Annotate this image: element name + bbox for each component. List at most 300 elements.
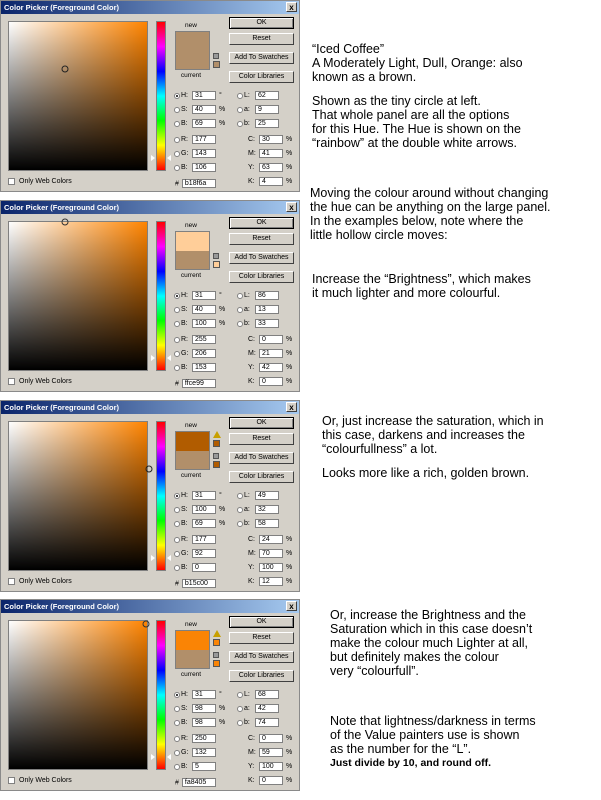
field-label: b: [244,520,250,528]
field-unit: % [286,364,293,372]
field-unit: % [219,120,226,128]
field-label: B: [181,320,188,328]
radio-icon[interactable] [237,93,243,99]
note-line: Saturation which in this case doesn’t [330,622,533,636]
field-input[interactable]: 42 [259,363,283,372]
hex-field-row [175,179,216,189]
field-label: K: [248,178,255,186]
color-field[interactable] [8,620,148,770]
only-web-colors-label: Only Web Colors [19,378,72,385]
field-input[interactable]: 31 [192,91,216,100]
field-row [237,291,279,301]
hue-arrow-right-icon[interactable] [167,754,171,760]
only-web-colors-row[interactable] [8,776,72,785]
note-line: A Moderately Light, Dull, Orange: also [312,56,523,70]
current-color-swatch[interactable] [175,51,210,70]
close-icon[interactable]: x [286,402,297,412]
field-label: C: [248,735,255,743]
field-label: K: [248,578,255,586]
field-input[interactable]: 74 [255,718,279,727]
web-color-swatch[interactable] [213,261,220,268]
new-color-swatch [175,630,210,650]
ok-button[interactable]: OK [229,616,294,628]
color-picker-dialog [0,599,300,791]
current-color-swatch[interactable] [175,650,210,669]
note-line: “Iced Coffee” [312,42,385,56]
ok-button[interactable]: OK [229,17,294,29]
field-input[interactable]: 177 [192,135,216,144]
field-input[interactable]: 255 [192,335,216,344]
new-label: new [185,222,197,229]
note-line: this case, darkens and increases the [322,428,525,442]
cube-icon[interactable] [213,453,219,459]
field-label: H: [181,691,188,699]
cube-icon[interactable] [213,652,219,658]
field-label: a: [244,506,250,514]
radio-icon[interactable] [174,692,180,698]
field-unit: % [286,550,293,558]
add-to-swatches-button[interactable]: Add To Swatches [229,52,294,64]
new-color-swatch [175,431,210,451]
field-row [248,335,292,345]
hex-input[interactable]: b15c00 [182,579,216,588]
color-marker[interactable] [146,465,153,472]
field-input[interactable]: 41 [259,149,283,158]
field-unit: % [286,735,293,743]
field-label: B: [181,719,188,727]
field-row [174,291,222,301]
only-web-colors-row[interactable] [8,577,72,586]
dialog-title: Color Picker (Foreground Color) [4,403,120,412]
field-input[interactable]: 100 [192,505,216,514]
field-input[interactable]: 106 [192,163,216,172]
field-row [174,135,216,145]
field-input[interactable]: 24 [259,535,283,544]
field-row [174,704,225,714]
field-unit: % [286,350,293,358]
radio-icon[interactable] [174,365,180,371]
current-label: current [180,472,202,479]
radio-icon[interactable] [174,537,180,543]
close-icon[interactable]: x [286,601,297,611]
field-input[interactable]: 9 [255,105,279,114]
field-unit: % [219,320,226,328]
field-label: M: [248,350,256,358]
field-label: Y: [248,164,255,172]
checkbox-icon[interactable] [8,178,15,185]
field-input[interactable]: 31 [192,291,216,300]
note-line: the hue can be anything on the large panel. [310,200,551,214]
field-label: a: [244,106,250,114]
field-input[interactable]: 5 [192,762,216,771]
radio-icon[interactable] [237,307,243,313]
note-line: Moving the colour around without changing [310,186,549,200]
radio-icon[interactable] [174,337,180,343]
field-label: B: [181,564,188,572]
field-row [248,549,292,559]
field-unit: ° [219,492,222,500]
field-label: S: [181,106,188,114]
field-input[interactable]: 92 [192,549,216,558]
field-label: C: [248,136,255,144]
current-color-swatch[interactable] [175,451,210,470]
field-row [237,491,279,501]
field-input[interactable]: 4 [259,177,283,186]
field-row [174,549,216,559]
field-input[interactable]: 40 [192,105,216,114]
title-bar[interactable] [1,201,299,214]
field-unit: % [286,777,293,785]
note-iced-coffee [312,42,523,150]
note-line: That whole panel are all the options [312,108,510,122]
field-input[interactable]: 143 [192,149,216,158]
field-input[interactable]: 98 [192,704,216,713]
add-to-swatches-button[interactable]: Add To Swatches [229,651,294,663]
field-row [237,319,279,329]
field-label: B: [181,520,188,528]
field-input[interactable]: 100 [259,762,283,771]
field-row [248,377,292,387]
field-label: L: [244,292,250,300]
web-color-swatch[interactable] [213,61,220,68]
hue-arrow-left-icon[interactable] [151,754,155,760]
field-input[interactable]: 12 [259,577,283,586]
color-picker-dialog [0,0,300,192]
field-label: L: [244,92,250,100]
field-input[interactable]: 31 [192,491,216,500]
close-icon[interactable]: x [286,2,297,12]
radio-icon[interactable] [174,706,180,712]
hue-arrow-left-icon[interactable] [151,155,155,161]
radio-icon[interactable] [174,93,180,99]
field-label: a: [244,705,250,713]
checkbox-icon[interactable] [8,378,15,385]
field-unit: % [219,306,226,314]
color-marker[interactable] [143,621,150,628]
field-unit: % [286,749,293,757]
radio-icon[interactable] [237,321,243,327]
radio-icon[interactable] [174,121,180,127]
hex-input[interactable]: fa8405 [182,778,216,787]
new-color-swatch [175,31,210,51]
radio-icon[interactable] [174,750,180,756]
hex-input[interactable]: ffce99 [182,379,216,388]
hue-slider[interactable] [156,221,166,371]
field-row [174,519,225,529]
radio-icon[interactable] [174,321,180,327]
note-line: Note that lightness/darkness in terms [330,714,536,728]
reset-button[interactable]: Reset [229,632,294,644]
note-saturation [322,414,544,480]
field-unit: % [286,150,293,158]
field-row [248,135,292,145]
radio-icon[interactable] [174,151,180,157]
field-label: M: [248,749,256,757]
field-label: K: [248,777,255,785]
field-row [237,105,279,115]
radio-icon[interactable] [237,507,243,513]
field-row [174,535,216,545]
field-input[interactable]: 62 [255,91,279,100]
radio-icon[interactable] [174,351,180,357]
title-bar[interactable] [1,1,299,14]
ok-button[interactable]: OK [229,217,294,229]
field-label: H: [181,292,188,300]
radio-icon[interactable] [174,736,180,742]
field-label: b: [244,320,250,328]
radio-icon[interactable] [174,507,180,513]
new-color-swatch [175,231,210,251]
field-row [174,734,216,744]
field-input[interactable]: 0 [259,734,283,743]
field-input[interactable]: 49 [255,491,279,500]
radio-icon[interactable] [237,521,243,527]
field-row [248,748,292,758]
field-unit: % [219,719,226,727]
new-label: new [185,22,197,29]
field-input[interactable]: 59 [259,748,283,757]
note-line: very “colourfull”. [330,664,419,678]
hex-prefix: # [175,580,179,588]
field-row [248,163,292,173]
field-unit: % [219,705,226,713]
hex-prefix: # [175,180,179,188]
web-color-swatch[interactable] [213,660,220,667]
field-unit: ° [219,92,222,100]
radio-icon[interactable] [174,493,180,499]
field-label: S: [181,705,188,713]
radio-icon[interactable] [237,293,243,299]
field-row [174,119,225,129]
field-input[interactable]: 69 [192,519,216,528]
dialog-title: Color Picker (Foreground Color) [4,3,120,12]
field-row [174,563,216,573]
close-icon[interactable]: x [286,202,297,212]
field-label: b: [244,120,250,128]
radio-icon[interactable] [174,165,180,171]
radio-icon[interactable] [174,521,180,527]
ok-button[interactable]: OK [229,417,294,429]
field-input[interactable]: 0 [192,563,216,572]
note-both [330,608,532,678]
radio-icon[interactable] [174,293,180,299]
radio-icon[interactable] [237,706,243,712]
current-color-swatch[interactable] [175,251,210,270]
note-brightness [312,272,531,300]
field-row [237,119,279,129]
only-web-colors-label: Only Web Colors [19,777,72,784]
web-color-swatch[interactable] [213,461,220,468]
note-line: Or, just increase the saturation, which in [322,414,544,428]
add-to-swatches-button[interactable]: Add To Swatches [229,252,294,264]
field-label: G: [181,150,189,158]
field-label: C: [248,536,255,544]
color-marker[interactable] [62,219,69,226]
radio-icon[interactable] [174,764,180,770]
note-line: for this Hue. The Hue is shown on the [312,122,521,136]
warning-icon[interactable] [213,431,221,438]
field-label: C: [248,336,255,344]
field-label: L: [244,691,250,699]
hue-slider[interactable] [156,620,166,770]
radio-icon[interactable] [237,121,243,127]
field-input[interactable]: 0 [259,335,283,344]
color-field[interactable] [8,421,148,571]
only-web-colors-label: Only Web Colors [19,578,72,585]
radio-icon[interactable] [174,551,180,557]
color-marker[interactable] [62,65,69,72]
field-input[interactable]: 0 [259,776,283,785]
hue-arrow-left-icon[interactable] [151,355,155,361]
hex-field-row [175,579,216,589]
field-unit: % [286,178,293,186]
field-row [237,91,279,101]
field-input[interactable]: 31 [192,690,216,699]
field-row [248,349,292,359]
radio-icon[interactable] [237,692,243,698]
radio-icon[interactable] [237,720,243,726]
cube-icon[interactable] [213,253,219,259]
color-picker-dialog [0,200,300,392]
hue-arrow-right-icon[interactable] [167,555,171,561]
field-input[interactable]: 70 [259,549,283,558]
field-input[interactable]: 30 [259,135,283,144]
field-row [174,163,216,173]
field-row [174,748,216,758]
dialog-title: Color Picker (Foreground Color) [4,203,120,212]
field-label: B: [181,364,188,372]
note-line: of the Value painters use is shown [330,728,520,742]
field-input[interactable]: 13 [255,305,279,314]
color-libraries-button[interactable]: Color Libraries [229,670,294,682]
field-input[interactable]: 132 [192,748,216,757]
note-line: In the examples below, note where the [310,214,524,228]
hue-arrow-left-icon[interactable] [151,555,155,561]
note-line: Or, increase the Brightness and the [330,608,526,622]
current-label: current [180,72,202,79]
add-to-swatches-button[interactable]: Add To Swatches [229,452,294,464]
field-row [248,363,292,373]
field-input[interactable]: 58 [255,519,279,528]
field-unit: % [286,164,293,172]
field-input[interactable]: 32 [255,505,279,514]
field-input[interactable]: 153 [192,363,216,372]
color-libraries-button[interactable]: Color Libraries [229,471,294,483]
field-input[interactable]: 21 [259,349,283,358]
field-input[interactable]: 206 [192,349,216,358]
field-label: R: [181,536,188,544]
hue-arrow-right-icon[interactable] [167,355,171,361]
field-input[interactable]: 177 [192,535,216,544]
hue-arrow-right-icon[interactable] [167,155,171,161]
radio-icon[interactable] [237,493,243,499]
note-line: but definitely makes the colour [330,650,499,664]
field-row [174,149,216,159]
reset-button[interactable]: Reset [229,33,294,45]
color-libraries-button[interactable]: Color Libraries [229,71,294,83]
field-row [237,704,279,714]
field-row [237,690,279,700]
field-label: b: [244,719,250,727]
only-web-colors-row[interactable] [8,177,72,186]
field-input[interactable]: 68 [255,690,279,699]
field-input[interactable]: 63 [259,163,283,172]
note-line: Looks more like a rich, golden brown. [322,466,530,480]
field-unit: % [286,136,293,144]
current-label: current [180,272,202,279]
field-row [174,335,216,345]
field-unit: % [219,520,226,528]
field-input[interactable]: 98 [192,718,216,727]
reset-button[interactable]: Reset [229,433,294,445]
field-input[interactable]: 33 [255,319,279,328]
color-field[interactable] [8,221,148,371]
dialog-title: Color Picker (Foreground Color) [4,602,120,611]
field-label: Y: [248,364,255,372]
radio-icon[interactable] [174,720,180,726]
field-label: H: [181,492,188,500]
radio-icon[interactable] [174,565,180,571]
field-unit: % [219,506,226,514]
warning-icon[interactable] [213,630,221,637]
cube-icon[interactable] [213,53,219,59]
field-label: M: [248,550,256,558]
note-line: Just divide by 10, and round off. [330,757,492,769]
color-field[interactable] [8,21,148,171]
field-input[interactable]: 69 [192,119,216,128]
current-label: current [180,671,202,678]
field-input[interactable]: 42 [255,704,279,713]
field-unit: % [219,106,226,114]
checkbox-icon[interactable] [8,578,15,585]
gamut-color-swatch[interactable] [213,639,220,646]
field-row [237,305,279,315]
field-input[interactable]: 100 [259,563,283,572]
field-row [248,149,292,159]
note-line: Shown as the tiny circle at left. [312,94,481,108]
title-bar[interactable] [1,401,299,414]
field-label: G: [181,350,189,358]
radio-icon[interactable] [174,137,180,143]
hex-field-row [175,379,216,389]
hex-input[interactable]: b18f6a [182,179,216,188]
radio-icon[interactable] [174,107,180,113]
gamut-color-swatch[interactable] [213,440,220,447]
field-input[interactable]: 250 [192,734,216,743]
field-input[interactable]: 86 [255,291,279,300]
field-label: B: [181,763,188,771]
field-input[interactable]: 0 [259,377,283,386]
hue-slider[interactable] [156,21,166,171]
field-input[interactable]: 25 [255,119,279,128]
field-label: G: [181,550,189,558]
field-row [174,690,222,700]
field-input[interactable]: 100 [192,319,216,328]
color-libraries-button[interactable]: Color Libraries [229,271,294,283]
radio-icon[interactable] [174,307,180,313]
hue-slider[interactable] [156,421,166,571]
checkbox-icon[interactable] [8,777,15,784]
field-row [174,305,225,315]
title-bar[interactable] [1,600,299,613]
field-input[interactable]: 40 [192,305,216,314]
hex-prefix: # [175,779,179,787]
field-unit: % [286,536,293,544]
radio-icon[interactable] [237,107,243,113]
note-line: make the colour much Lighter at all, [330,636,529,650]
reset-button[interactable]: Reset [229,233,294,245]
only-web-colors-row[interactable] [8,377,72,386]
